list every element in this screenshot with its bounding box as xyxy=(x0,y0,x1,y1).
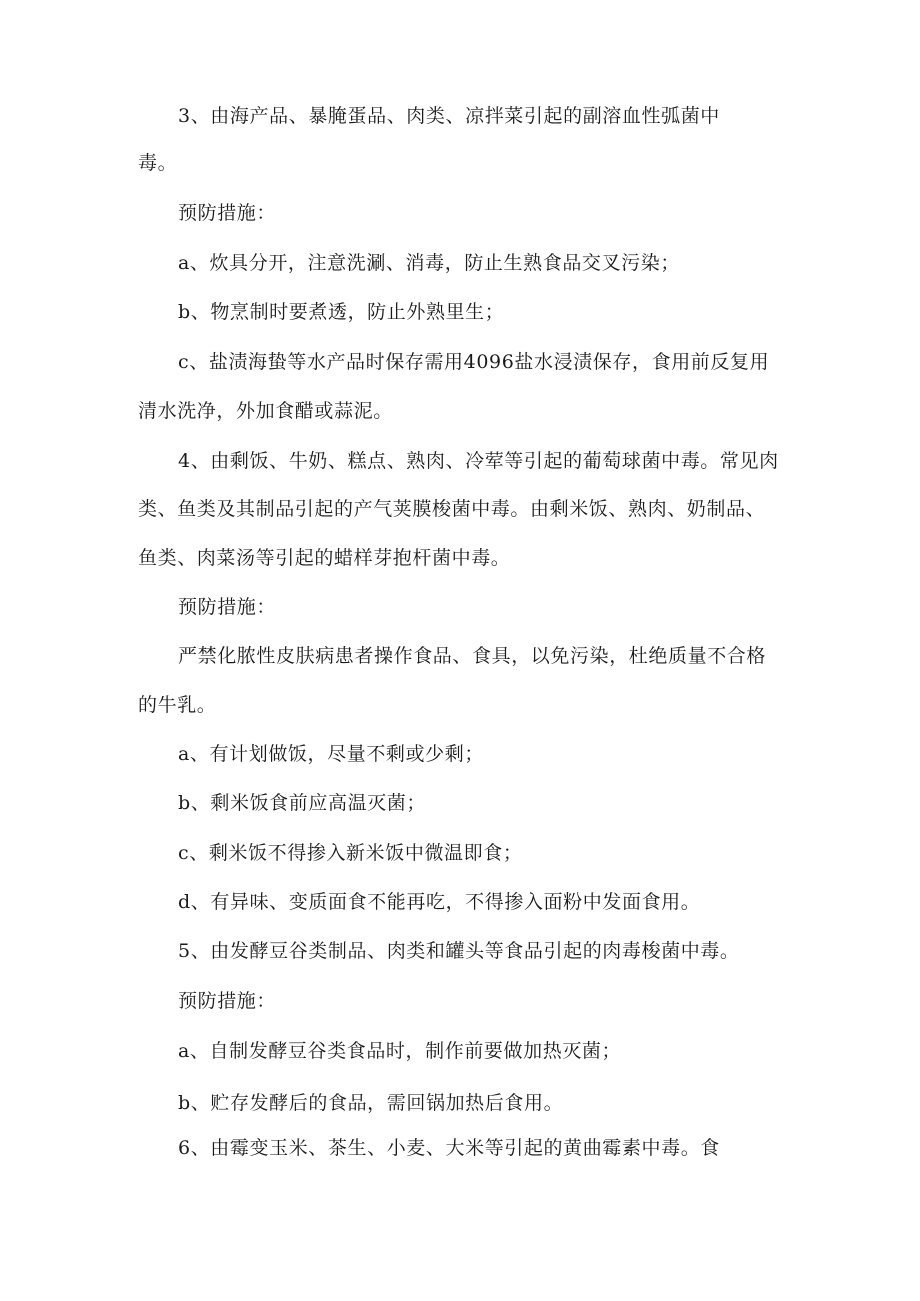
measure-b-1: b、物烹制时要煮透，防止外熟里生； xyxy=(178,301,505,323)
measure-a-2: a、有计划做饭，尽量不剩或少剩； xyxy=(178,743,484,765)
prevention-heading-2: 预防措施： xyxy=(178,596,277,618)
measure-a-1: a、炊具分开，注意洗涮、消毒，防止生熟食品交叉污染； xyxy=(178,252,680,274)
paragraph-4-line-1: 4、由剩饭、牛奶、糕点、熟肉、冷荤等引起的葡萄球菌中毒。常见肉 xyxy=(178,450,779,472)
measure-d-2: d、有异味、变质面食不能再吃，不得掺入面粉中发面食用。 xyxy=(178,891,701,913)
measure-c-2: c、剩米饭不得掺入新米饭中微温即食； xyxy=(178,842,523,864)
measure-c-1-line-1: c、盐渍海蛰等水产品时保存需用4096盐水浸渍保存，食用前反复用 xyxy=(178,351,770,373)
prohibition-line-2: 的牛乳。 xyxy=(138,694,217,716)
measure-b-3: b、贮存发酵后的食品，需回锅加热后食用。 xyxy=(178,1092,564,1114)
paragraph-6-line-1: 6、由霉变玉米、茶生、小麦、大米等引起的黄曲霉素中毒。食 xyxy=(178,1137,720,1159)
paragraph-3-line-1: 3、由海产品、暴腌蛋品、肉类、凉拌菜引起的副溶血性弧菌中 xyxy=(178,105,720,127)
measure-c-1-line-2: 清水洗净，外加食醋或蒜泥。 xyxy=(138,400,393,422)
prevention-heading-1: 预防措施： xyxy=(178,202,277,224)
measure-a-3: a、自制发酵豆谷类食品时，制作前要做加热灭菌； xyxy=(178,1040,622,1062)
measure-b-2: b、剩米饭食前应高温灭菌； xyxy=(178,792,426,814)
paragraph-5-line-1: 5、由发酵豆谷类制品、肉类和罐头等食品引起的肉毒梭菌中毒。 xyxy=(178,940,740,962)
prohibition-line-1: 严禁化脓性皮肤病患者操作食品、食具，以免污染，杜绝质量不合格 xyxy=(178,645,767,667)
prevention-heading-3: 预防措施： xyxy=(178,990,277,1012)
paragraph-4-line-2: 类、鱼类及其制品引起的产气荚膜梭菌中毒。由剩米饭、熟肉、奶制品、 xyxy=(138,498,766,520)
paragraph-4-line-3: 鱼类、肉菜汤等引起的蜡样芽抱杆菌中毒。 xyxy=(138,547,511,569)
paragraph-3-line-2: 毒。 xyxy=(138,152,178,174)
